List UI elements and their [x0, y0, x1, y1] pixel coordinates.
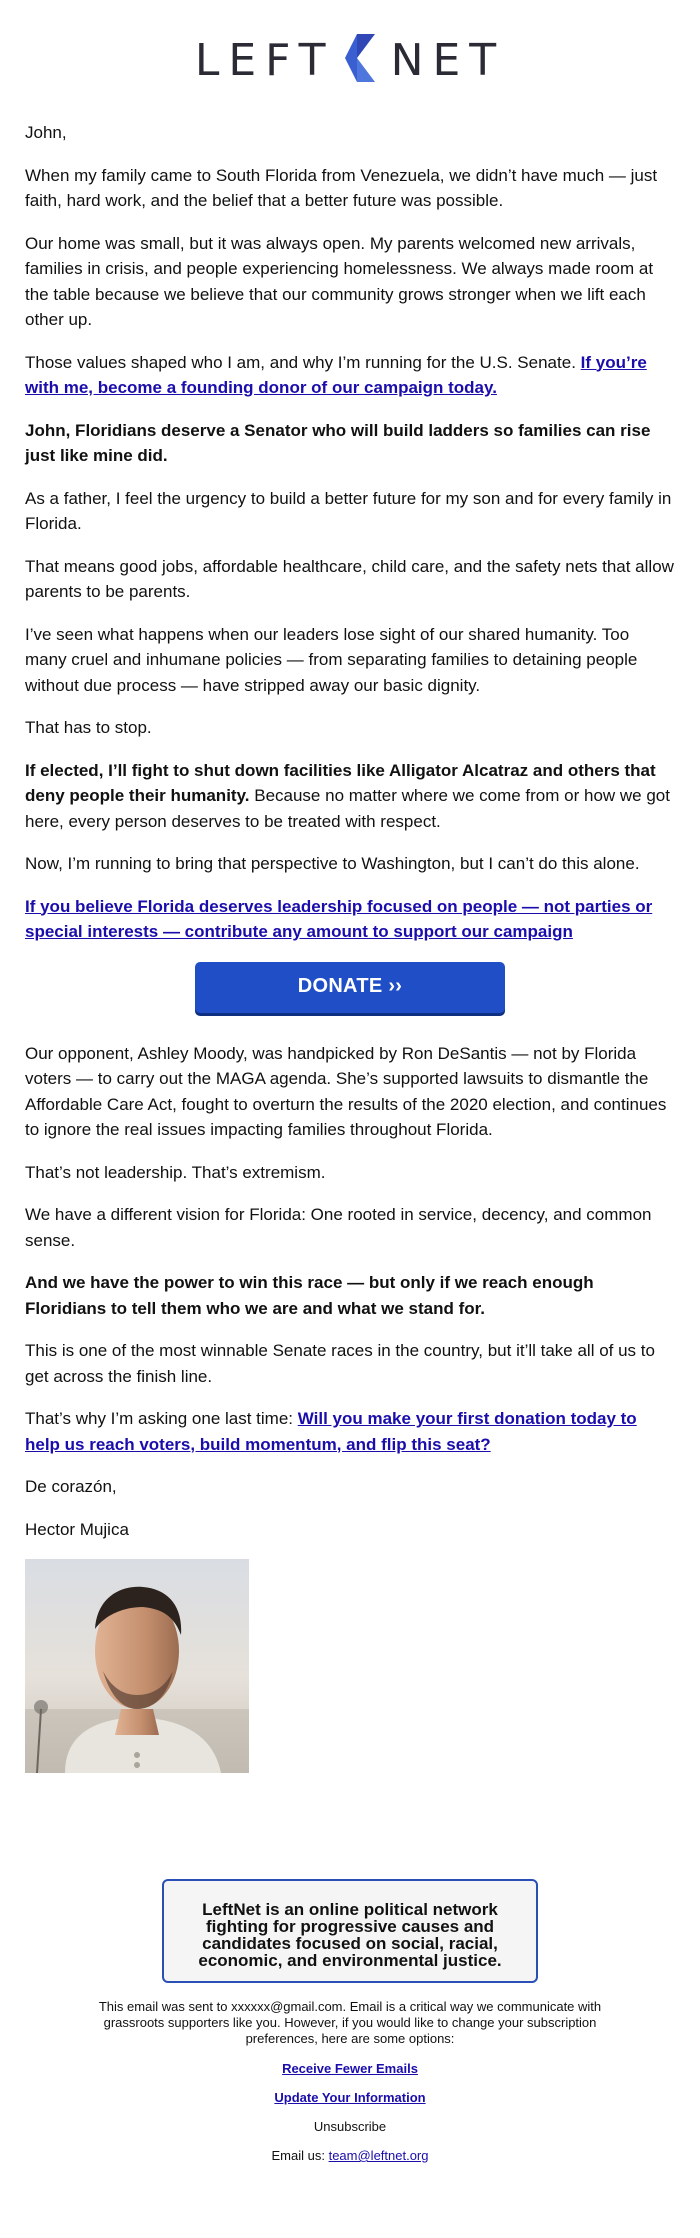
bold-paragraph [25, 1270, 675, 1321]
chevron-logo-icon [343, 34, 377, 87]
paragraph: When my family came to South Florida from Venezuela, we didn’t have much — just faith, hard work, and the belief that a better future was possible. [25, 165, 658, 210]
bold-paragraph [25, 418, 675, 469]
leftnet-logo[interactable] [195, 34, 505, 87]
paragraph: That has to stop. [25, 718, 152, 737]
first-donation-link[interactable]: Will you make your first donation today to help us reach voters, build momentum, and flip this seat? [25, 1409, 637, 1454]
paragraph: That’s not leadership. That’s extremism. [25, 1162, 326, 1182]
paragraph [25, 350, 675, 401]
bold-text: John, Floridians deserve a Senator who will build ladders so families can rise just like mine did. [25, 420, 651, 465]
paragraph [25, 1406, 675, 1457]
greeting: John, [25, 123, 67, 142]
paragraph: That means good jobs, affordable healthcare, child care, and the safety nets that allow parents to be parents. [25, 556, 674, 601]
email-us-label: Email us: [271, 2148, 325, 2163]
about-box: LeftNet is an online political network fighting for progressive causes and candidates focused on social, racial, economic, and environmental justice. [162, 1879, 538, 1983]
subscription-notice: This email was sent to xxxxxx@gmail.com. Email is a critical way we communicate with grassroots supporters like you. However, if you would like to change your subscription preferences, here are some options: [98, 1999, 602, 2046]
paragraph-text: Those values shaped who I am, and why I’m running for the U.S. Senate. [25, 352, 576, 372]
donate-container [25, 962, 675, 1013]
paragraph: Our opponent, Ashley Moody, was handpicked by Ron DeSantis — not by Florida voters — to carry out the MAGA agenda. She’s supported lawsuits to dismantle the Affordable Care Act, fought to overturn the results of the 2020 election, and continues to ignore the real issues impacting families throughout Florida. [25, 1043, 667, 1139]
contact-email-link[interactable]: team@leftnet.org [328, 2148, 429, 2163]
paragraph [25, 758, 675, 835]
bold-text: And we have the power to win this race — but only if we reach enough Floridians to tell them who we are and what we stand for. [25, 1273, 594, 1318]
email-us [0, 2148, 700, 2163]
logo-word-right: NET [390, 34, 506, 86]
contribute-link[interactable]: If you believe Florida deserves leadership focused on people — not parties or special interests — contribute any amount to support our campaign [25, 896, 653, 941]
paragraph: This is one of the most winnable Senate races in the country, but it’ll take all of us to get across the finish line. [25, 1341, 655, 1386]
paragraph-text: Because no matter where we come from or how we got here, every person deserves to be treated with respect. [25, 786, 670, 831]
portrait-photo [25, 1559, 249, 1773]
receive-fewer-emails-link[interactable]: Receive Fewer Emails [282, 2061, 418, 2076]
paragraph: As a father, I feel the urgency to build a better future for my son and for every family in Florida. [25, 488, 672, 533]
bold-text: If elected, I’ll fight to shut down facilities like Alligator Alcatraz and others that deny people their humanity. [25, 760, 656, 805]
email-body [0, 120, 700, 1773]
paragraph: Now, I’m running to bring that perspective to Washington, but I can’t do this alone. [25, 854, 640, 873]
footer [0, 1879, 700, 2163]
unsubscribe-link[interactable]: Unsubscribe [313, 2119, 387, 2134]
donate-button[interactable]: DONATE ›› [195, 962, 505, 1013]
paragraph-text: That’s why I’m asking one last time: [25, 1409, 294, 1428]
update-information-link[interactable]: Update Your Information [274, 2090, 426, 2105]
paragraph: Our home was small, but it was always open. My parents welcomed new arrivals, families in crisis, and people experiencing homelessness. We always made room at the table because we believe that our community grows stronger when we lift each other up. [25, 233, 654, 329]
paragraph: We have a different vision for Florida: One rooted in service, decency, and common sense. [25, 1205, 652, 1250]
logo-word-left: LEFT [194, 34, 335, 86]
signature: Hector Mujica [25, 1519, 129, 1539]
paragraph: I’ve seen what happens when our leaders lose sight of our shared humanity. Too many cruel and inhumane policies — from separating families to detaining people without due process — have stripped away our basic dignity. [25, 624, 638, 695]
signoff: De corazón, [25, 1477, 117, 1496]
logo-header [0, 0, 700, 120]
paragraph [25, 894, 675, 945]
founding-donor-link[interactable]: If you’re with me, become a founding donor of our campaign today. [25, 352, 647, 397]
